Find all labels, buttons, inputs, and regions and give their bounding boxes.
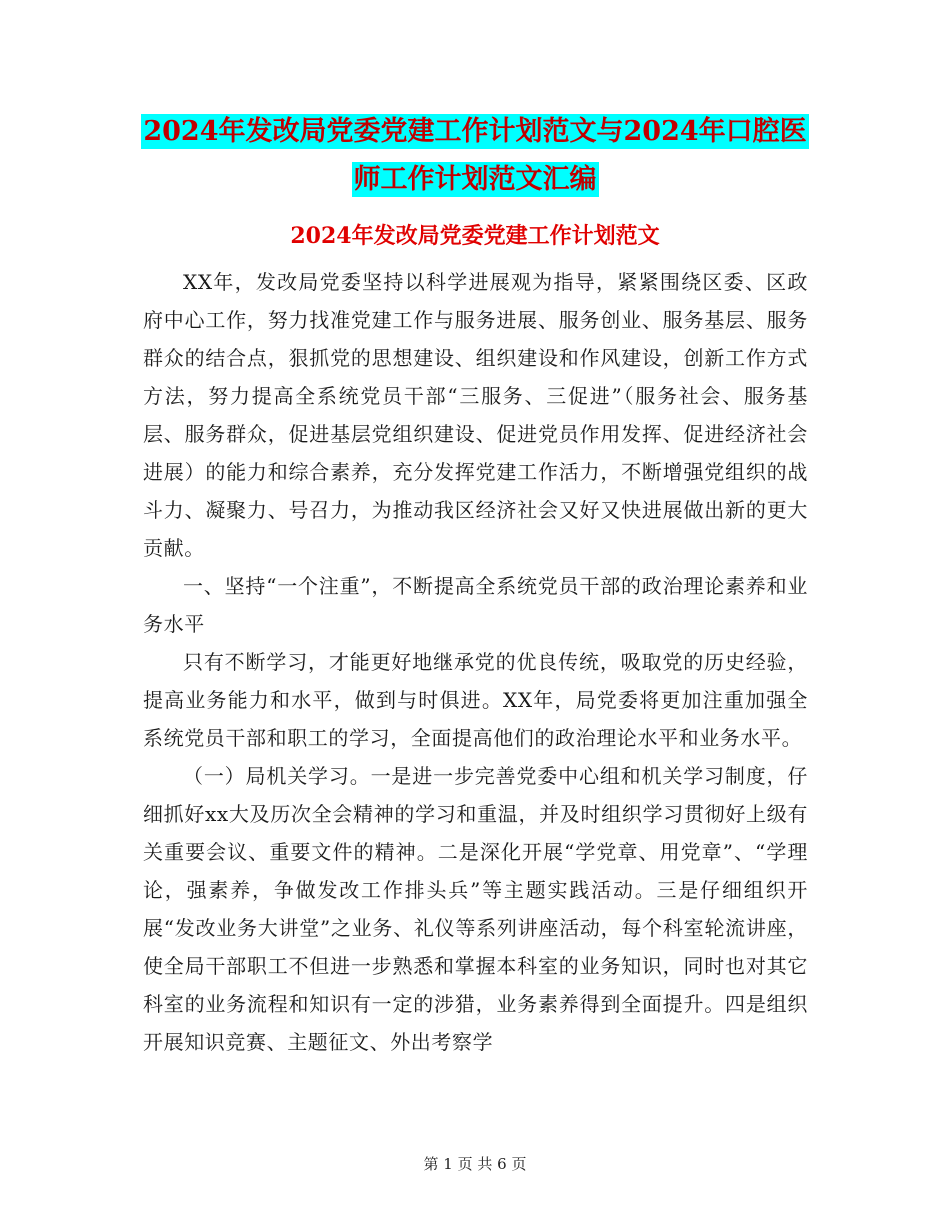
paragraph-agency-study: （一）局机关学习。一是进一步完善党委中心组和机关学习制度，仔细抓好xx大及历次全会精神的学习和重温，并及时组织学习贯彻好上级有关重要会议、重要文件的精神。二是深化开展“学党章、用党章”、“学理论，强素养，争做发改工作排头兵”等主题实践活动。三是仔细组织开展“发改业务大讲堂”之业务、礼仪等系列讲座活动，每个科室轮流讲座，使全局干部职工不但进一步熟悉和掌握本科室的业务知识，同时也对其它科室的业务流程和知识有一定的涉猎，业务素养得到全面提升。四是组织开展知识竞赛、主题征文、外出考察学	[143, 764, 808, 1054]
paragraph-study: 只有不断学习，才能更好地继承党的优良传统，吸取党的历史经验，提高业务能力和水平，做到与时俱进。XX年，局党委将更加注重加强全系统党员干部和职工的学习，全面提高他们的政治理论水平和业务水平。	[143, 650, 808, 750]
title-line-1: 2024年发改局党委党建工作计划范文与2024年口腔医	[143, 116, 807, 147]
document-title	[0, 108, 950, 204]
title-line-2: 师工作计划范文汇编	[353, 164, 597, 195]
paragraph-intro: XX年，发改局党委坚持以科学进展观为指导，紧紧围绕区委、区政府中心工作，努力找准党建工作与服务进展、服务创业、服务基层、服务群众的结合点，狠抓党的思想建设、组织建设和作风建设，创新工作方式方法，努力提高全系统党员干部“三服务、三促进”（服务社会、服务基层、服务群众，促进基层党组织建设、促进党员作用发挥、促进经济社会进展）的能力和综合素养，充分发挥党建工作活力，不断增强党组织的战斗力、凝聚力、号召力，为推动我区经济社会又好又快进展做出新的更大贡献。	[143, 270, 808, 560]
document-body	[143, 263, 808, 1061]
page-number: 第 1 页 共 6 页	[423, 1155, 527, 1173]
section-title: 2024年发改局党委党建工作计划范文	[290, 223, 660, 249]
paragraph-heading-1: 一、坚持“一个注重”，不断提高全系统党员干部的政治理论素养和业务水平	[143, 574, 808, 636]
